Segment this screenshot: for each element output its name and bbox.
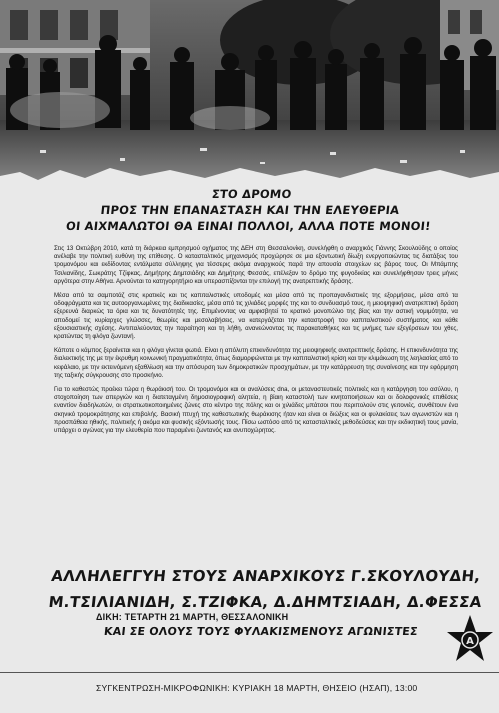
paragraph: Για το καθεστώς προέκει τώρα η θωράκισή του. Οι τρομονόμοι και οι αναλύσεις dna, οι μεταναστευτικές πολιτικές και η κατάργηση του ασύλου, η στοχοποίηση των απεργιών και η διατεταγμένη δημοσιογραφική αλητεία, η βίαιη καταστολή των κινητοποιήσεων και οι δολοφονικές επιθέσεις εναντίον διαδηλωτών, οι στρατιωτικοποιημένες ζώνες στο κέντρο της πόλης και οι χιλιάδες μπάτσοι που περιπολούν στις γειτονιές, συνθέτουν ένα σκηνικό τρομοκράτησης και επιβολής. Βασική πτυχή της καθεστωτικής θωράκισης ήταν και είναι οι διώξεις και οι φυλακίσεις των αγωνιστών και η προσπάθεια ηθικής, πολιτικής ή ακόμα και φυσικής εξόντωσής τους. Πίσω ωστόσο από τις κατασταλτικές μεθοδεύσεις και την εκδικητική τους μανία, υπάρχει ο αγώνας για την ελευθερία που παραμένει ζωντανός και ανυποχώρητος. bbox=[54, 386, 458, 435]
star-letter: A bbox=[466, 636, 474, 647]
protest-photo bbox=[0, 0, 499, 200]
prisoners-slogan: ΚΑΙ ΣΕ ΟΛΟΥΣ ΤΟΥΣ ΦΥΛΑΚΙΣΜΕΝΟΥΣ ΑΓΩΝΙΣΤΕΣ bbox=[103, 625, 419, 638]
solidarity-line-1: ΑΛΛΗΛΕΓΓΥΗ ΣΤΟΥΣ ΑΝΑΡΧΙΚΟΥΣ Γ.ΣΚΟΥΛΟΥΔΗ, bbox=[50, 567, 482, 585]
slogan-line-3: ΟΙ ΑΙΧΜΑΛΩΤΟΙ ΘΑ ΕΙΝΑΙ ΠΟΛΛΟΙ, ΑΛΛΑ ΠΟΤΕ ΜΟΝΟΙ! bbox=[65, 219, 432, 233]
paragraph: Κάποτε ο κάμπος ξεραίνεται και η φλόγα γίνεται φωτιά. Είναι η απόλυτη επικινδυνότητα της μειοψηφικής ανατρεπτικής δράσης. Η επικινδυνότητα της διαλεκτικής της με την έκρυθμη κοινωνική πραγματικότητα, όπως διαμορφώνεται με την καπιταλιστική κρίση και την κλιμάκωση της λεηλασίας από το κεφάλαιο, με την εκτεινόμενη εξαθλίωση και την απόσυρση των δημοκρατικών προσχημάτων, με την κατάρρευση της συναίνεσης και την εφόρμηση της ταξικής σύγκρουσης στο προσκήνιο. bbox=[54, 347, 458, 379]
solidarity-line-2: Μ.ΤΣΙΛΙΑΝΙΔΗ, Σ.ΤΖΙΦΚΑ, Δ.ΔΗΜΤΣΙΑΔΗ, Δ.ΦΕΣΣΑ bbox=[47, 593, 483, 611]
solidarity-heading bbox=[47, 563, 483, 615]
gathering-info: ΣΥΓΚΕΝΤΡΩΣΗ-ΜΙΚΡΟΦΩΝΙΚΗ: ΚΥΡΙΑΚΗ 18 ΜΑΡΤΗ, ΘΗΣΕΙΟ (ΗΣΑΠ), 13:00 bbox=[96, 683, 418, 693]
paragraph: Στις 13 Οκτώβρη 2010, κατά τη διάρκεια εμπρησμού οχήματος της ΔΕΗ στη Θεσσαλονίκη, συνελήφθη ο αναρχικός Γιάννης Σκουλούδης ο οποίος ανέλαβε την πολιτική ευθύνη της επίθεσης. Ο κατασταλτικός μηχανισμός προχώρησε σε μια εξοντωτική δίωξη ενεργοποιώντας τις διατάξεις του τρομονόμου και εκδίδοντας εντάλματα σύλληψης για τέσσερις ακόμα αναρχικούς παρά την απουσία στοιχείων εις βάρος τους. Οι Μπάμπης Τσιλιανίδης, Σωκράτης Τζίφκας, Δημήτρης Δημτσιάδης και Δημήτρης Φεσσάς, επέλεξαν το δρόμο της φυγοδικίας και συνελήφθησαν τρεις μήνες αργότερα στην Αθήνα. Αρνούνται το κατηγορητήριο και υπερασπίζονται την επιλογή της ανατρεπτικής δράσης. bbox=[54, 245, 458, 285]
anarchist-star-icon bbox=[446, 614, 494, 664]
trial-info: ΔΙΚΗ: ΤΕΤΑΡΤΗ 21 ΜΑΡΤΗ, ΘΕΣΣΑΛΟΝΙΚΗ bbox=[96, 612, 289, 622]
slogan-line-2: ΠΡΟΣ ΤΗΝ ΕΠΑΝΑΣΤΑΣΗ ΚΑΙ ΤΗΝ ΕΛΕΥΘΕΡΙΑ bbox=[99, 203, 401, 217]
body-text bbox=[54, 245, 458, 441]
slogan-line-1: ΣΤΟ ΔΡΟΜΟ bbox=[211, 187, 293, 201]
divider-line bbox=[0, 672, 499, 673]
top-slogan bbox=[57, 186, 442, 234]
paragraph: Μέσα από τα σαμποτάζ στις κρατικές και τις καπιταλιστικές υποδομές και μέσα από τις προπαγανδιστικές της εξορμήσεις, μέσα από τα οδοφράγματα και τις αυτοοργανωμένες της διαδικασίες, μέσα από τις χιλιάδες μορφές της και το συνδυασμό τους, η μειοψηφική ανατρεπτική δράση εξερευνά διαρκώς τα όρια και τις δυνατότητές της. Επιμένοντας να αμφισβητεί το κρατικό μονοπώλιο της βίας και την αστική νομιμότητα, να αποδομεί τις κυρίαρχες γλώσσες, θεωρίες και μεσολαβήσεις, να κατεργάζεται την καταστροφή του καπιταλιστικού συστήματος και κάθε εξουσιαστικής σχέσης. Αντιπαλεύοντας την παραίτηση και τη λήθη, ανανεώνοντας τις παρακαταθήκες και τις μνήμες των εξεγέρσεων του χθες, κρατώντας τη φλόγα ζωντανή. bbox=[54, 292, 458, 341]
